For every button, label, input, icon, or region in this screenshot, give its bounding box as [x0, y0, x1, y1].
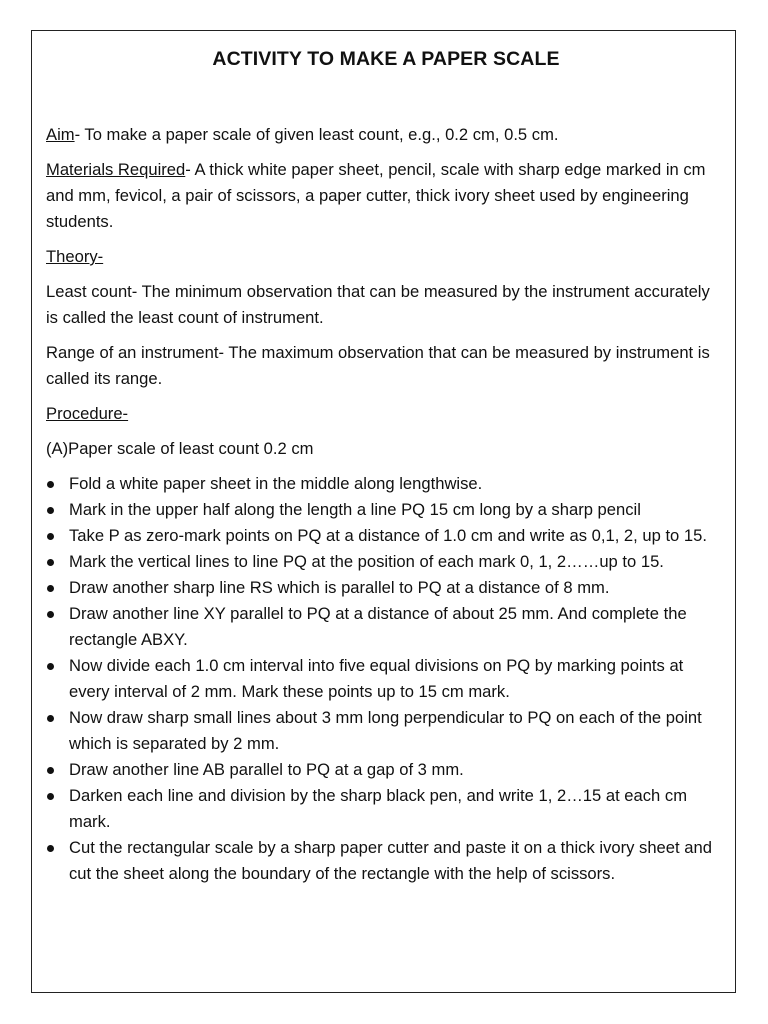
procedure-step: Mark in the upper half along the length a line PQ 15 cm long by a sharp pencil: [46, 497, 726, 523]
aim-text: - To make a paper scale of given least count, e.g., 0.2 cm, 0.5 cm.: [74, 125, 559, 144]
procedure-step: Take P as zero-mark points on PQ at a distance of 1.0 cm and write as 0,1, 2, up to 15.: [46, 523, 726, 549]
procedure-step: Darken each line and division by the sharp black pen, and write 1, 2…15 at each cm mark.: [46, 783, 726, 835]
least-count-paragraph: Least count- The minimum observation that can be measured by the instrument accurately is called the least count of instrument.: [46, 282, 710, 327]
procedure-heading: Procedure-: [46, 404, 129, 423]
procedure-subheading: (A)Paper scale of least count 0.2 cm: [46, 439, 314, 458]
document-body: [46, 44, 726, 887]
procedure-step: Draw another line XY parallel to PQ at a distance of about 25 mm. And complete the rectangle ABXY.: [46, 601, 726, 653]
procedure-step: Draw another sharp line RS which is parallel to PQ at a distance of 8 mm.: [46, 575, 726, 601]
theory-heading: Theory-: [46, 247, 104, 266]
materials-label: Materials Required: [46, 160, 186, 179]
procedure-step: Now draw sharp small lines about 3 mm long perpendicular to PQ on each of the point which is separated by 2 mm.: [46, 705, 726, 757]
procedure-steps: [46, 471, 726, 887]
procedure-step: Now divide each 1.0 cm interval into five equal divisions on PQ by marking points at every interval of 2 mm. Mark these points up to 15 cm mark.: [46, 653, 726, 705]
materials-paragraph: [46, 157, 726, 235]
procedure-step: Cut the rectangular scale by a sharp paper cutter and paste it on a thick ivory sheet and cut the sheet along the boundary of the rectangle with the help of scissors.: [46, 835, 726, 887]
aim-label: Aim: [46, 125, 75, 144]
procedure-step: Mark the vertical lines to line PQ at the position of each mark 0, 1, 2……up to 15.: [46, 549, 726, 575]
aim-paragraph: [46, 122, 726, 148]
materials-text: - A thick white paper sheet, pencil, scale with sharp edge marked in cm and mm, fevicol, a pair of scissors, a paper cutter, thick ivory sheet used by engineering students.: [46, 160, 706, 231]
document-title: ACTIVITY TO MAKE A PAPER SCALE: [212, 48, 560, 70]
procedure-step: Draw another line AB parallel to PQ at a gap of 3 mm.: [46, 757, 726, 783]
range-paragraph: Range of an instrument- The maximum observation that can be measured by instrument is called its range.: [46, 343, 710, 388]
procedure-step: Fold a white paper sheet in the middle along lengthwise.: [46, 471, 726, 497]
